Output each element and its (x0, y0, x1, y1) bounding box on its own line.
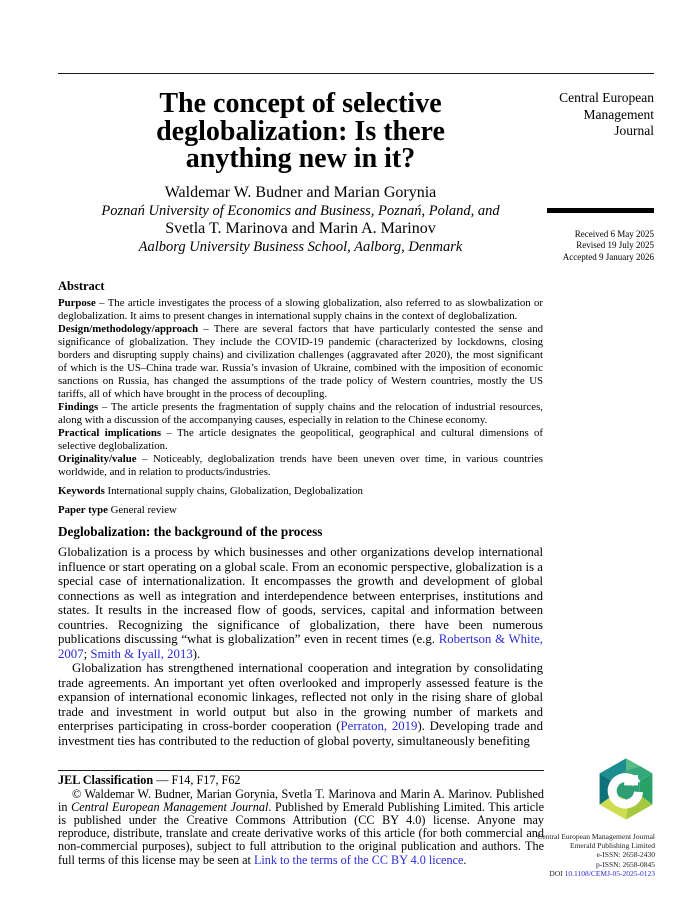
text-segment: – The article investigates the process of a slowing globalization, also referred to as slowbalization or deglobalization. It aims to present changes in international supply chains in the context of deglobalization. (58, 297, 543, 322)
text-segment: – Noticeably, deglobalization trends have been uneven over time, in various countries worldwide, and in relation to products/industries. (58, 453, 543, 478)
abstract-heading: Abstract (58, 279, 105, 293)
journal-name-line: Management (583, 106, 654, 122)
text-segment: © Waldemar W. Budner, Marian Gorynia, Svetla T. Marinova and Marin A. Marinov. Published in (58, 786, 544, 814)
top-rule (58, 73, 654, 74)
text-segment: Globalization has strengthened international cooperation and integration by consolidating trade agreements. An important yet often overlooked and improperly assessed feature is the expansion of international economic linkages, reflected not only in the rising share of global trade and investment in world output but also in the growing number of markets and enterprises participating in cross-border cooperation ( (58, 661, 543, 733)
text-segment: Globalization is a process by which businesses and other organizations develop international influence or start operating on a global scale. From an economic perspective, globalization is a special case of internationalization. It encompasses the growth and development of global connections as well as integration and interdependence between enterprises, institutions and states. It results in the increased flow of goods, services, capital and information between countries. Recognizing the significance of globalization, there have been numerous publications discussing “what is globalization” even in recent times (e.g. (58, 545, 543, 646)
text-segment: Paper type (58, 504, 108, 516)
text-segment: Findings (58, 401, 99, 413)
title-line: deglobalization: Is there (156, 115, 445, 147)
text-segment: General review (107, 504, 177, 516)
text-segment: ; (83, 646, 91, 661)
emerald-publishing-logo (596, 757, 656, 826)
article-body (58, 524, 543, 748)
jel-classification (58, 774, 544, 788)
journal-name-line: Journal (614, 123, 654, 138)
abstract-findings (58, 401, 543, 427)
title-line: anything new in it? (185, 143, 416, 174)
text-segment: – The article designates the geopolitical, geographical and cultural dimensions of selective deglobalization. (58, 427, 543, 452)
abstract-originality (58, 453, 543, 479)
masthead-divider-bar (547, 208, 654, 213)
colophon-p-issn: p-ISSN: 2658-0845 (596, 859, 655, 869)
author-group-1: Waldemar W. Budner and Marian Gorynia (164, 183, 437, 201)
publisher-colophon (495, 832, 655, 878)
abstract-section (58, 279, 543, 517)
author-group-2: Svetla T. Marinova and Marin A. Marinov (165, 219, 436, 237)
text-segment: – There are several factors that have particularly contested the sense and significance of globalization. They include the COVID-19 pandemic (characterized by lockdowns, closing borders and disrupting supply chains) and civilization challenges (aggravated after 2020), the most significant of which is the US–China trade war. Russia’s invasion of Ukraine, combined with the imposition of economic sanctions on Russia, has changed the assumptions of the trade policy of Western countries, mostly the US tariffs, all of which have brought in the process of decoupling. (58, 323, 543, 400)
abstract-design (58, 323, 543, 401)
text-segment: DOI (549, 868, 565, 878)
text-segment: . (463, 852, 467, 867)
text-segment: ). (192, 646, 201, 661)
body-paragraph-1 (58, 545, 543, 661)
colophon-e-issn: e-ISSN: 2658-2430 (596, 850, 655, 860)
title-block (58, 90, 543, 256)
abstract-purpose (58, 297, 543, 323)
affiliation-1: Poznań University of Economics and Business, Poznań, Poland, and (101, 202, 500, 219)
colophon-doi-line (495, 869, 655, 878)
text-segment: — F14, F17, F62 (153, 773, 241, 787)
text-segment: . Published by Emerald Publishing Limited. This article is published under the Creative Commons Attribution (CC BY 4.0) license. Anyone may reproduce, distribute, translate and create derivative works of this article (for both commercial and non-commercial purposes), subject to full attribution to the original publication and authors. The full terms of this license may be seen at (58, 799, 544, 867)
accepted-date: Accepted 9 January 2026 (562, 251, 654, 262)
citation-smith-iyall-2013[interactable]: Smith & Iyall, 2013 (90, 646, 193, 661)
text-segment: ). Developing trade and investment ties has contributed to the reduction of global poverty, simultaneously benefiting (58, 719, 543, 748)
paper-type-line (58, 504, 543, 517)
text-segment: International supply chains, Globalization, Deglobalization (104, 485, 363, 497)
footer-section (58, 770, 544, 867)
section-heading: Deglobalization: the background of the process (58, 524, 323, 539)
revised-date: Revised 19 July 2025 (576, 240, 654, 251)
article-title (58, 90, 543, 173)
text-segment: Keywords (58, 485, 105, 497)
body-paragraph-2 (58, 661, 543, 748)
colophon-journal-name: Central European Management Journal (537, 832, 655, 841)
authors-block (58, 184, 543, 256)
journal-name-line: Central European (559, 90, 654, 105)
citation-perraton-2019[interactable]: Perraton, 2019 (340, 719, 418, 733)
text-segment: Purpose (58, 297, 96, 309)
abstract-practical-implications (58, 427, 543, 453)
emerald-logo-hexagon (596, 757, 656, 821)
text-segment: Practical implications (58, 427, 162, 439)
keywords-line (58, 485, 543, 498)
text-segment: – The article presents the fragmentation of supply chains and the relocation of industrial resources, along with a discussion of the accompanying causes, especially in relation to the Chinese economy. (58, 401, 543, 426)
affiliation-2: Aalborg University Business School, Aalborg, Denmark (138, 238, 463, 255)
cc-by-licence-link[interactable]: Link to the terms of the CC BY 4.0 licence (253, 852, 464, 867)
text-segment: Design/methodology/approach (58, 323, 199, 335)
doi-link[interactable]: 10.1108/CEMJ-05-2025-0123 (564, 868, 655, 878)
copyright-notice (58, 788, 544, 867)
text-segment: Central European Management Journal (71, 799, 269, 814)
title-line: The concept of selective (159, 88, 442, 119)
logo-e-tab (624, 775, 638, 785)
received-date: Received 6 May 2025 (574, 229, 654, 239)
text-segment: Originality/value (58, 453, 137, 465)
citation-robertson-white-2007[interactable]: Robertson & White, 2007 (58, 632, 543, 661)
text-segment: JEL Classification (58, 773, 154, 787)
colophon-publisher-name: Emerald Publishing Limited (570, 841, 655, 851)
